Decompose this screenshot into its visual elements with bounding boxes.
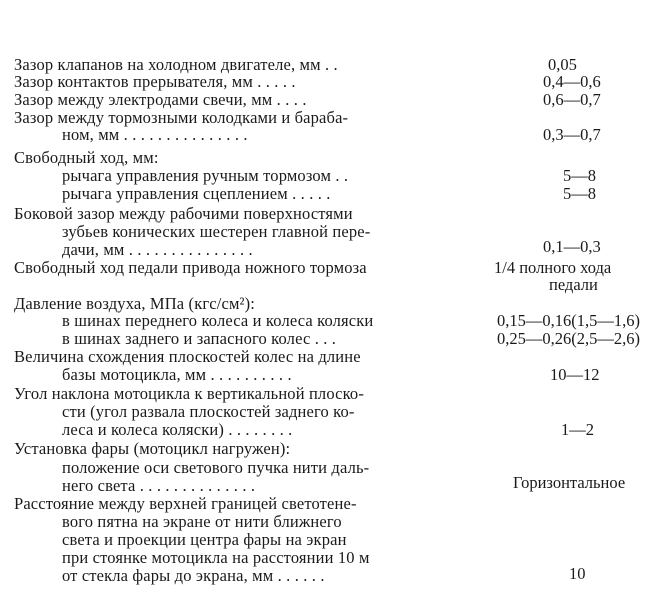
row-label: положение оси светового пучка нити даль- bbox=[62, 458, 370, 477]
row-value: 0,15—0,16(1,5—1,6) bbox=[497, 311, 640, 330]
row-value: 1—2 bbox=[561, 420, 594, 439]
row-label: от стекла фары до экрана, мм . . . . . . bbox=[62, 566, 325, 585]
row-label: вого пятна на экране от нити ближнего bbox=[62, 512, 342, 531]
row-label: зубьев конических шестерен главной пере- bbox=[62, 222, 371, 241]
row-value: 0,6—0,7 bbox=[543, 90, 601, 109]
row-value: 0,1—0,3 bbox=[543, 237, 601, 256]
row-label: Зазор между электродами свечи, мм . . . . bbox=[14, 90, 307, 109]
row-label: Установка фары (мотоцикл нагружен): bbox=[14, 439, 291, 458]
row-value: 0,05 bbox=[548, 55, 577, 74]
row-label: Зазор между тормозными колодками и бараба- bbox=[14, 108, 349, 127]
row-label: него света . . . . . . . . . . . . . . bbox=[62, 476, 256, 495]
row-value: 0,4—0,6 bbox=[543, 72, 601, 91]
row-label: Зазор контактов прерывателя, мм . . . . . bbox=[14, 72, 296, 91]
row-label: в шинах переднего колеса и колеса коляски bbox=[62, 311, 374, 330]
row-label: Величина схождения плоскостей колес на длине bbox=[14, 347, 361, 366]
row-label: Угол наклона мотоцикла к вертикальной плоско- bbox=[14, 384, 364, 403]
row-label: Свободный ход, мм: bbox=[14, 148, 159, 167]
row-label: при стоянке мотоцикла на расстоянии 10 м bbox=[62, 548, 370, 567]
row-value: 0,25—0,26(2,5—2,6) bbox=[497, 329, 640, 348]
row-label: Расстояние между верхней границей светотене- bbox=[14, 494, 357, 513]
row-value: 5—8 bbox=[563, 166, 596, 185]
row-value: педали bbox=[549, 275, 598, 294]
row-label: дачи, мм . . . . . . . . . . . . . . . bbox=[62, 240, 253, 259]
row-label: базы мотоцикла, мм . . . . . . . . . . bbox=[62, 365, 292, 384]
row-value: 10 bbox=[569, 564, 586, 583]
row-label: Свободный ход педали привода ножного тормоза bbox=[14, 258, 367, 277]
row-label: леса и колеса коляски) . . . . . . . . bbox=[62, 420, 293, 439]
row-label: ном, мм . . . . . . . . . . . . . . . bbox=[62, 125, 248, 144]
row-label: света и проекции центра фары на экран bbox=[62, 530, 347, 549]
row-label: сти (угол развала плоскостей заднего ко- bbox=[62, 402, 355, 421]
row-value: 10—12 bbox=[550, 365, 600, 384]
row-label: Боковой зазор между рабочими поверхностями bbox=[14, 204, 353, 223]
row-value: 5—8 bbox=[563, 184, 596, 203]
row-value: Горизонтальное bbox=[513, 473, 626, 492]
row-value: 1/4 полного хода bbox=[494, 258, 612, 277]
row-label: Зазор клапанов на холодном двигателе, мм . . bbox=[14, 55, 338, 74]
row-label: рычага управления ручным тормозом . . bbox=[62, 166, 349, 185]
row-label: рычага управления сцеплением . . . . . bbox=[62, 184, 331, 203]
row-value: 0,3—0,7 bbox=[543, 125, 601, 144]
row-label: в шинах заднего и запасного колес . . . bbox=[62, 329, 337, 348]
row-label: Давление воздуха, МПа (кгс/см²): bbox=[14, 294, 256, 313]
